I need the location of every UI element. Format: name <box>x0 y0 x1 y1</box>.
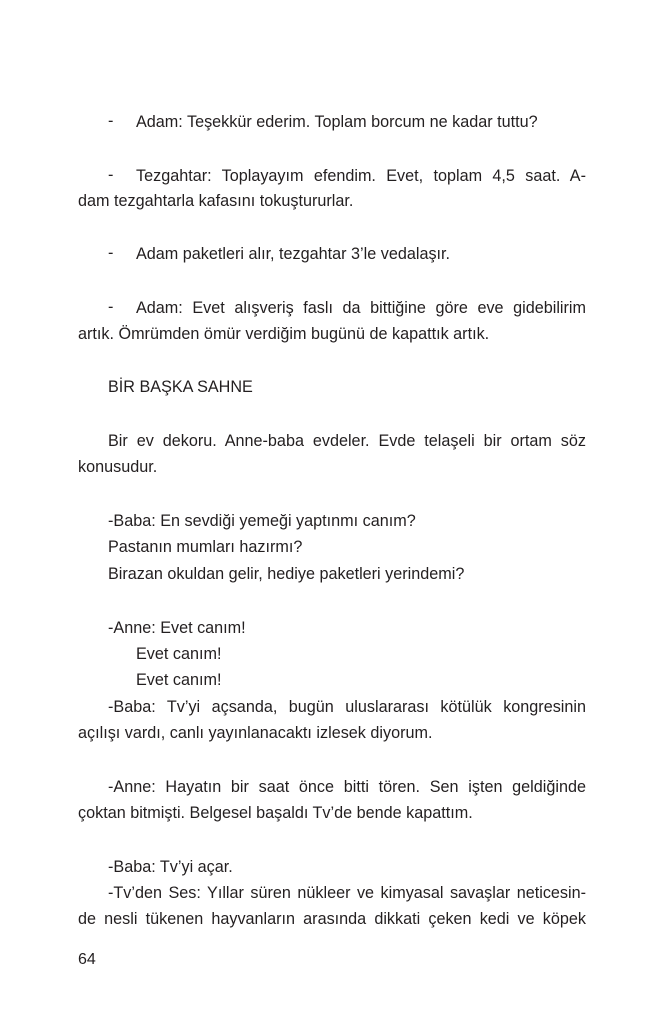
dialogue-dash: - <box>108 166 114 184</box>
scene-heading: BİR BAŞKA SAHNE <box>108 378 253 396</box>
dialogue-line: açılışı vardı, canlı yayınlanacaktı izlesek diyorum. <box>78 724 433 742</box>
dialogue-line: Adam: Evet alışveriş faslı da bittiğine göre eve gidebilirim <box>136 299 586 317</box>
dialogue-line: -Anne: Evet canım! <box>108 619 246 637</box>
dialogue-line: çoktan bitmişti. Belgesel başaldı Tv’de bende kapattım. <box>78 804 473 822</box>
dialogue-dash: - <box>108 298 114 316</box>
dialogue-line: -Baba: En sevdiği yemeği yaptınmı canım? <box>108 512 416 530</box>
stage-direction: konusudur. <box>78 458 158 476</box>
dialogue-line: de nesli tükenen hayvanların arasında dikkati çeken kedi ve köpek <box>78 910 586 928</box>
dialogue-line: Pastanın mumları hazırmı? <box>108 538 303 556</box>
dialogue-line: Evet canım! <box>136 645 222 663</box>
dialogue-line: -Anne: Hayatın bir saat önce bitti tören. Sen işten geldiğinde <box>108 778 586 796</box>
dialogue-line: dam tezgahtarla kafasını tokuştururlar. <box>78 192 354 210</box>
dialogue-line: Evet canım! <box>136 671 222 689</box>
dialogue-line: Adam: Teşekkür ederim. Toplam borcum ne kadar tuttu? <box>136 113 538 131</box>
dialogue-dash: - <box>108 112 114 130</box>
dialogue-line: Birazan okuldan gelir, hediye paketleri yerindemi? <box>108 565 465 583</box>
dialogue-line: -Baba: Tv’yi açsanda, bugün uluslararası kötülük kongresinin <box>108 698 586 716</box>
dialogue-line: Adam paketleri alır, tezgahtar 3’le vedalaşır. <box>136 245 451 263</box>
dialogue-dash: - <box>108 244 114 262</box>
stage-direction: Bir ev dekoru. Anne-baba evdeler. Evde telaşeli bir ortam söz <box>108 432 586 450</box>
dialogue-line: Tezgahtar: Toplayayım efendim. Evet, toplam 4,5 saat. A- <box>136 167 586 185</box>
dialogue-line: artık. Ömrümden ömür verdiğim bugünü de kapattık artık. <box>78 325 490 343</box>
dialogue-line: -Baba: Tv’yi açar. <box>108 858 233 876</box>
page-number: 64 <box>78 951 96 968</box>
dialogue-line: -Tv’den Ses: Yıllar süren nükleer ve kimyasal savaşlar neticesin- <box>108 884 586 902</box>
